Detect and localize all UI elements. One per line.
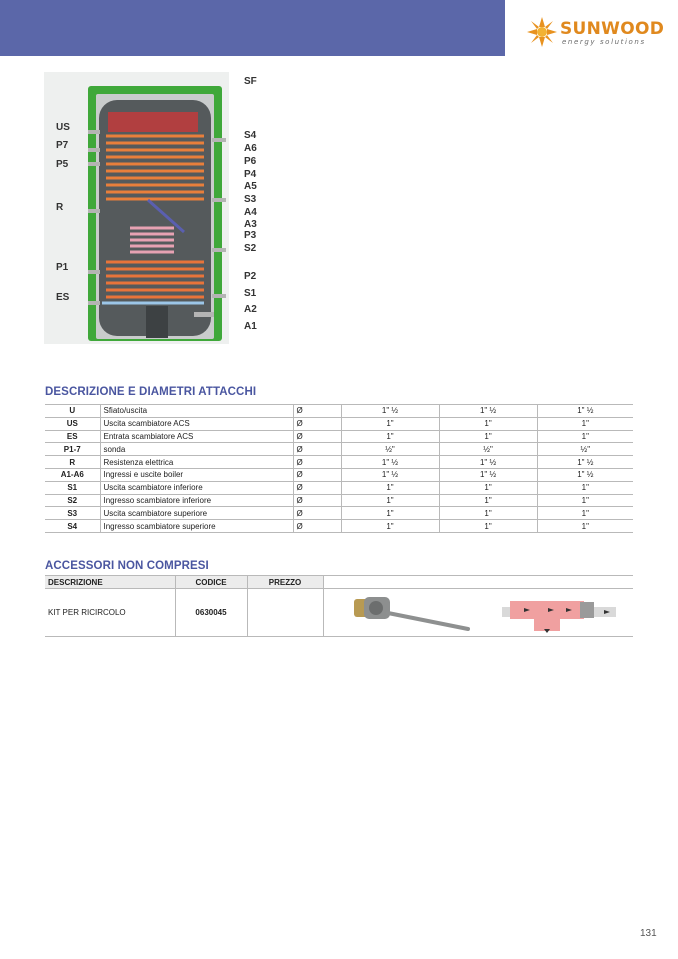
label-p4: P4 [244,169,257,180]
header-images [323,576,633,589]
row-value: 1" [341,481,439,494]
header-price: PREZZO [247,576,323,589]
label-s2: S2 [244,243,257,254]
row-diameter-symbol: Ø [293,494,341,507]
tank-illustration [44,72,266,344]
row-code: R [45,456,100,469]
label-es: ES [56,292,70,303]
label-a6: A6 [244,143,257,154]
row-value: 1" [341,417,439,430]
row-diameter-symbol: Ø [293,520,341,533]
table-row [45,507,633,520]
label-p1: P1 [56,262,69,273]
label-us: US [56,122,70,133]
row-value: 1" [537,507,633,520]
row-diameter-symbol: Ø [293,430,341,443]
accessory-images [323,589,633,637]
table-row [45,430,633,443]
table-row [45,481,633,494]
row-value: 1" [439,520,537,533]
row-value: 1" [537,430,633,443]
row-value: 1" ½ [537,405,633,418]
table-row [45,494,633,507]
page-number: 131 [640,928,657,939]
row-value: 1" [341,520,439,533]
table-header-row [45,576,633,589]
row-diameter-symbol: Ø [293,507,341,520]
header-code: CODICE [175,576,247,589]
row-value: ½" [439,443,537,456]
row-description: Entrata scambiatore ACS [100,430,293,443]
row-value: 1" [537,494,633,507]
row-value: ½" [537,443,633,456]
row-diameter-symbol: Ø [293,405,341,418]
label-s4: S4 [244,130,257,141]
recirculation-kit-photo [350,593,475,637]
table-row [45,456,633,469]
row-value: 1" [341,494,439,507]
row-diameter-symbol: Ø [293,481,341,494]
row-description: Uscita scambiatore ACS [100,417,293,430]
label-p3: P3 [244,230,257,241]
table-row [45,589,633,637]
row-diameter-symbol: Ø [293,468,341,481]
row-diameter-symbol: Ø [293,456,341,469]
table-row [45,520,633,533]
accessories-title: ACCESSORI NON COMPRESI [45,560,209,572]
row-value: 1" ½ [537,468,633,481]
label-s1: S1 [244,288,257,299]
row-description: Ingressi e uscite boiler [100,468,293,481]
label-a2: A2 [244,304,257,315]
label-p6: P6 [244,156,257,167]
sun-icon [526,16,558,48]
accessories-table [45,575,633,637]
table-row [45,405,633,418]
row-description: sonda [100,443,293,456]
label-s3: S3 [244,194,257,205]
row-value: 1" ½ [439,405,537,418]
row-description: Ingresso scambiatore inferiore [100,494,293,507]
row-value: 1" [537,481,633,494]
row-description: Resistenza elettrica [100,456,293,469]
row-diameter-symbol: Ø [293,417,341,430]
row-diameter-symbol: Ø [293,443,341,456]
label-sf: SF [244,76,257,87]
label-r: R [56,202,64,213]
row-value: 1" [439,417,537,430]
row-code: S2 [45,494,100,507]
row-code: S1 [45,481,100,494]
header-band [0,0,505,56]
row-value: 1" [439,494,537,507]
table-row [45,468,633,481]
row-value: 1" [439,507,537,520]
tank-diagram [44,72,266,344]
label-a5: A5 [244,181,257,192]
sunwood-logo [526,16,666,50]
row-value: 1" ½ [439,468,537,481]
accessory-code: 0630045 [175,589,247,637]
accessory-price [247,589,323,637]
brand-name: SUNWOOD [560,19,665,39]
label-a1: A1 [244,321,257,332]
row-value: 1" [537,520,633,533]
row-value: 1" [439,481,537,494]
label-a4: A4 [244,207,257,218]
connections-title: DESCRIZIONE E DIAMETRI ATTACCHI [45,386,257,398]
row-value: 1" ½ [341,456,439,469]
row-code: S3 [45,507,100,520]
label-p7: P7 [56,140,69,151]
row-value: 1" [341,430,439,443]
row-value: 1" [341,507,439,520]
row-value: 1" [439,430,537,443]
row-value: 1" ½ [439,456,537,469]
row-value: 1" ½ [537,456,633,469]
brand-tagline: energy solutions [562,38,646,46]
row-code: US [45,417,100,430]
row-value: 1" ½ [341,468,439,481]
row-value: 1" [537,417,633,430]
accessory-description: KIT PER RICIRCOLO [45,589,175,637]
row-description: Uscita scambiatore inferiore [100,481,293,494]
row-code: ES [45,430,100,443]
connections-table [45,404,633,533]
row-code: A1-A6 [45,468,100,481]
recirculation-kit-schematic [500,593,620,637]
header-description: DESCRIZIONE [45,576,175,589]
table-row [45,443,633,456]
label-p2: P2 [244,271,257,282]
row-description: Ingresso scambiatore superiore [100,520,293,533]
row-code: P1-7 [45,443,100,456]
label-p5: P5 [56,159,69,170]
table-row [45,417,633,430]
row-value: 1" ½ [341,405,439,418]
label-a3: A3 [244,219,257,230]
row-code: U [45,405,100,418]
row-value: ½" [341,443,439,456]
row-description: Uscita scambiatore superiore [100,507,293,520]
row-code: S4 [45,520,100,533]
row-description: Sfiato/uscita [100,405,293,418]
